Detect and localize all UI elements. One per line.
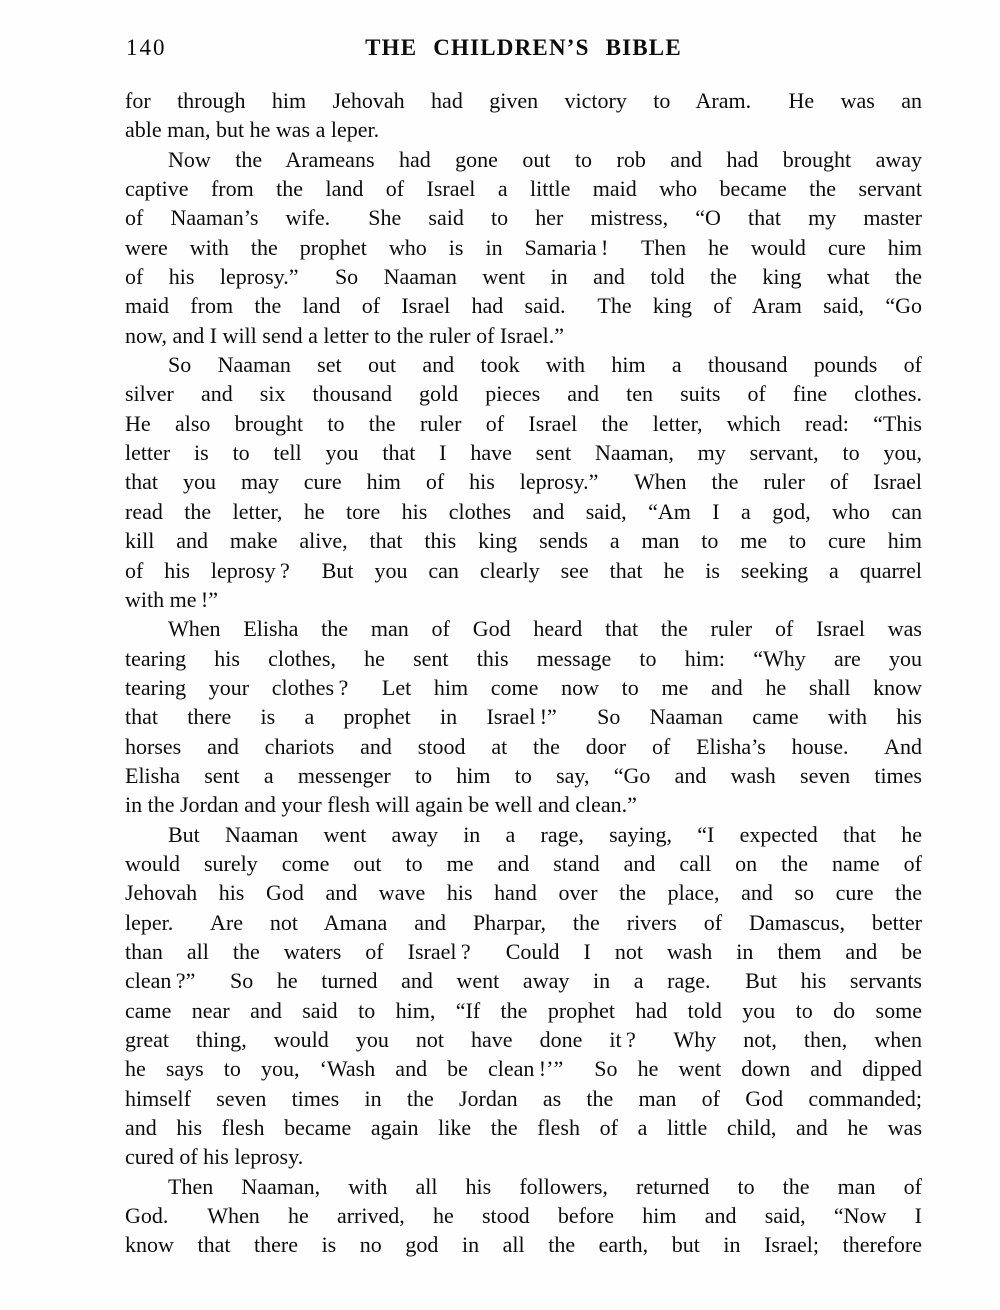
text-line: Jehovah his God and wave his hand over the place, and so cure the: [125, 880, 922, 906]
text-line: tearing his clothes, he sent this message to him: “Why are you: [125, 645, 922, 671]
page-number: 140: [126, 35, 167, 60]
text-line: When Elisha the man of God heard that the ruler of Israel was: [168, 616, 922, 642]
text-line: he says to you, ‘Wash and be clean !’” So he went down and dipped: [125, 1056, 922, 1082]
text-line: maid from the land of Israel had said. The king of Aram said, “Go: [125, 293, 922, 319]
paragraph: [125, 350, 922, 614]
text-line: read the letter, he tore his clothes and said, “Am I a god, who can: [125, 498, 922, 524]
text-line: were with the prophet who is in Samaria ! Then he would cure him: [125, 234, 922, 260]
paragraph: [125, 1172, 922, 1260]
running-title: THE CHILDREN’S BIBLE: [365, 35, 682, 60]
paragraph: [125, 820, 922, 1172]
text-line: and his flesh became again like the flesh of a little child, and he was: [125, 1115, 922, 1141]
text-line: Elisha sent a messenger to him to say, “Go and wash seven times: [125, 762, 922, 788]
page-header: [125, 35, 922, 61]
text-line: of his leprosy.” So Naaman went in and told the king what the: [125, 264, 922, 290]
text-line: So Naaman set out and took with him a thousand pounds of: [168, 352, 922, 378]
text-line: know that there is no god in all the earth, but in Israel; therefore: [125, 1232, 922, 1258]
text-line: of Naaman’s wife. She said to her mistress, “O that my master: [125, 205, 922, 231]
text-line: able man, but he was a leper.: [125, 117, 380, 143]
paragraph: [125, 614, 922, 819]
text-line: in the Jordan and your flesh will again be well and clean.”: [125, 792, 637, 818]
text-line: himself seven times in the Jordan as the man of God commanded;: [125, 1085, 922, 1111]
text-line: God. When he arrived, he stood before him and said, “Now I: [125, 1203, 922, 1229]
text-line: great thing, would you not have done it ? Why not, then, when: [125, 1027, 922, 1052]
text-line: of his leprosy ? But you can clearly see that he is seeking a quarrel: [125, 557, 922, 583]
text-line: Now the Arameans had gone out to rob and had brought away: [168, 146, 922, 172]
text-line: silver and six thousand gold pieces and ten suits of fine clothes.: [125, 381, 922, 407]
text-line: He also brought to the ruler of Israel the letter, which read: “This: [125, 410, 922, 436]
paragraph: [125, 86, 922, 145]
text-line: leper. Are not Amana and Pharpar, the rivers of Damascus, better: [125, 909, 922, 935]
text-line: than all the waters of Israel ? Could I not wash in them and be: [125, 938, 922, 964]
text-line: with me !”: [125, 586, 218, 612]
text-line: that there is a prophet in Israel !” So Naaman came with his: [125, 704, 922, 730]
paragraph: [125, 145, 922, 350]
text-line: captive from the land of Israel a little maid who became the servant: [125, 176, 922, 202]
text-line: horses and chariots and stood at the door of Elisha’s house. And: [125, 733, 922, 759]
text-line: kill and make alive, that this king sends a man to me to cure him: [125, 528, 922, 554]
text-line: that you may cure him of his leprosy.” When the ruler of Israel: [125, 469, 922, 495]
text-line: tearing your clothes ? Let him come now to me and he shall know: [125, 674, 922, 700]
text-line: for through him Jehovah had given victory to Aram. He was an: [125, 88, 922, 113]
text-line: now, and I will send a letter to the ruler of Israel.”: [125, 322, 565, 348]
text-line: would surely come out to me and stand and call on the name of: [125, 850, 922, 876]
text-line: clean ?” So he turned and went away in a rage. But his servants: [125, 968, 922, 994]
text-line: cured of his leprosy.: [125, 1144, 304, 1170]
page-body: [125, 86, 922, 1260]
text-line: came near and said to him, “If the prophet had told you to do some: [125, 997, 922, 1023]
text-line: letter is to tell you that I have sent Naaman, my servant, to you,: [125, 440, 922, 466]
text-line: But Naaman went away in a rage, saying, “I expected that he: [168, 821, 922, 847]
text-line: Then Naaman, with all his followers, returned to the man of: [168, 1173, 922, 1199]
